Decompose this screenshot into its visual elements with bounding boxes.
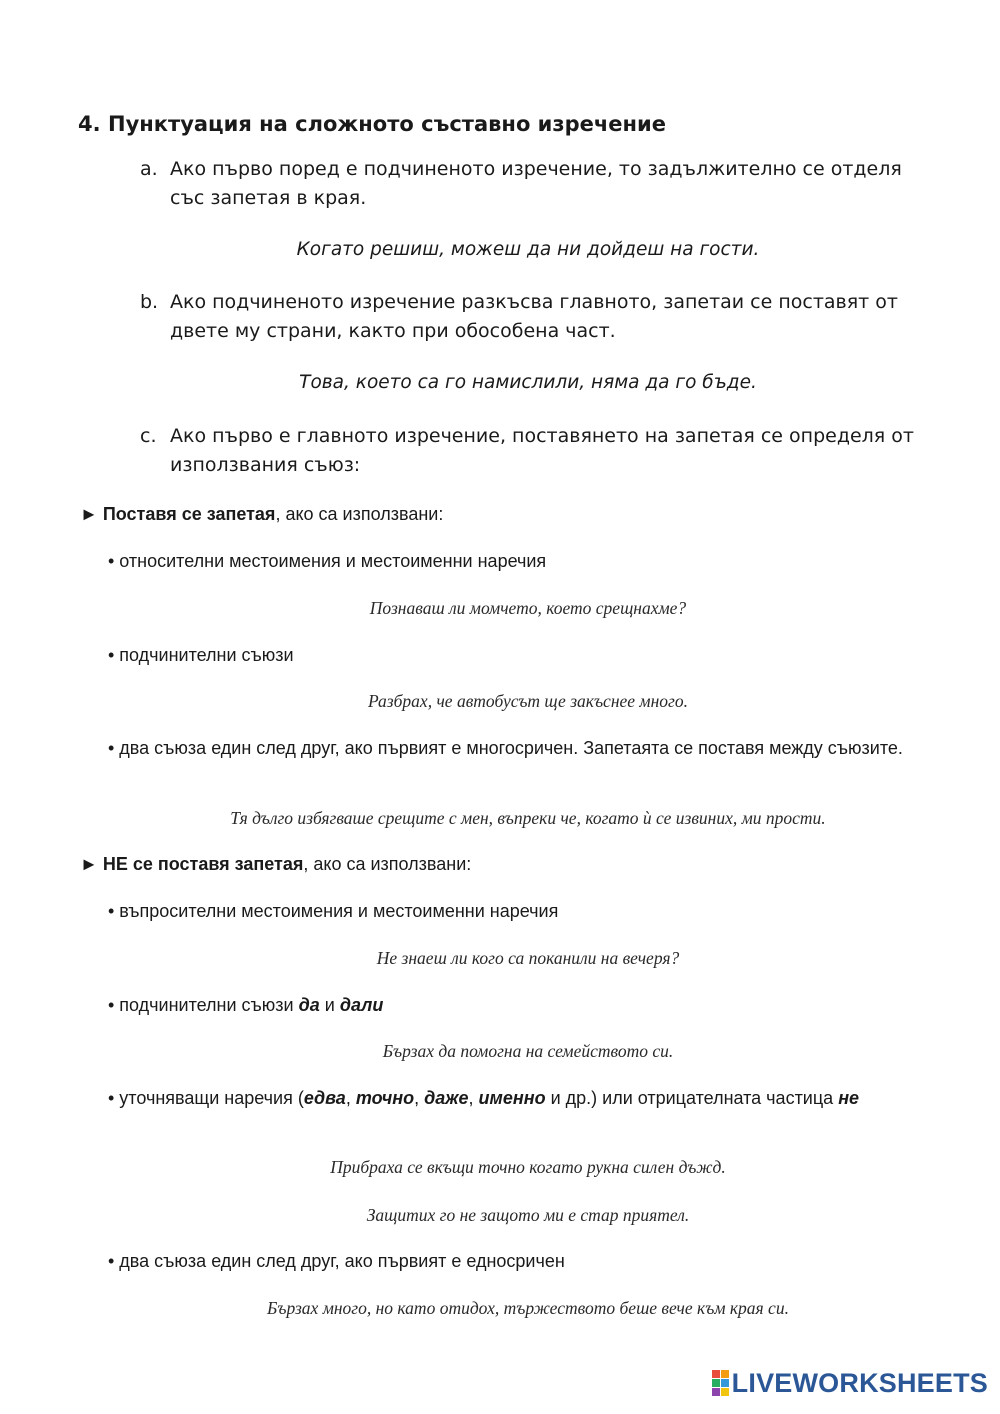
bullet-item: • подчинителни съюзи xyxy=(108,645,294,665)
section-number: 4. xyxy=(78,112,101,136)
bullet-example: Не знаеш ли кого са поканили на вечеря? xyxy=(376,948,680,968)
liveworksheets-logo xyxy=(712,1366,988,1400)
keyword: именно xyxy=(478,1088,546,1108)
nocomma-section-suffix: , ако са използвани: xyxy=(303,854,472,874)
logo-text: LIVEWORKSHEETS xyxy=(731,1367,988,1398)
rule-text: Ако първо е главното изречение, поставянето на запетая се определя от използвания съюз: xyxy=(170,425,914,476)
bullet-example: Познаваш ли момчето, което срещнахме? xyxy=(369,598,687,618)
bullet-example: Защитих го не защото ми е стар приятел. xyxy=(366,1205,690,1225)
bullet-item: • подчинителни съюзи да и дали xyxy=(108,995,384,1015)
keyword: едва xyxy=(303,1088,346,1108)
keyword: не xyxy=(838,1088,860,1108)
rule-text: Ако първо поред е подчиненото изречение, то задължително се отделя със запетая в края. xyxy=(170,158,902,209)
nocomma-section-title: НЕ се поставя запетая xyxy=(102,854,304,874)
keyword: дали xyxy=(339,995,384,1015)
bullet-example: Бързах много, но като отидох, тържеството беше вече към края си. xyxy=(267,1298,789,1318)
rule-marker: c. xyxy=(140,425,157,447)
arrow-icon: ► xyxy=(80,854,98,874)
rule-c xyxy=(140,422,940,480)
bullet-example: Бързах да помогна на семейството си. xyxy=(382,1041,674,1061)
bullet-item: • два съюза един след друг, ако първият е едносричен xyxy=(108,1251,565,1271)
rule-b xyxy=(140,288,950,346)
comma-section-title: Поставя се запетая xyxy=(102,504,276,524)
bullet-example: Прибраха се вкъщи точно когато рукна силен дъжд. xyxy=(330,1157,726,1177)
logo-tiles-icon xyxy=(712,1370,729,1396)
bullet-item: • относителни местоимения и местоименни наречия xyxy=(108,551,547,571)
arrow-icon: ► xyxy=(80,504,98,524)
rule-marker: b. xyxy=(140,291,159,313)
comma-section-suffix: , ако са използвани: xyxy=(275,504,444,524)
bullet-item: • два съюза един след друг, ако първият е многосричен. Запетаята се поставя между съюзите. xyxy=(108,738,903,758)
section-heading xyxy=(78,112,666,136)
keyword: да xyxy=(298,995,320,1015)
rule-marker: a. xyxy=(140,158,158,180)
comma-section-header xyxy=(80,504,443,525)
rule-b-example: Това, което са го намислили, няма да го бъде. xyxy=(299,372,757,393)
rule-text: Ако подчиненото изречение разкъсва главното, запетаи се поставят от двете му страни, както при обособена част. xyxy=(170,291,898,342)
section-title: Пунктуация на сложното съставно изречение xyxy=(108,112,666,136)
rule-a-example: Когато решиш, можеш да ни дойдеш на гости. xyxy=(296,239,760,260)
nocomma-section-header xyxy=(80,854,471,875)
bullet-example: Разбрах, че автобусът ще закъснее много. xyxy=(368,691,688,711)
bullet-example: Тя дълго избягваше срещите с мен, въпреки че, когато ѝ се извиних, ми прости. xyxy=(230,808,826,828)
bullet-item: • въпросителни местоимения и местоименни наречия xyxy=(108,901,559,921)
keyword: точно xyxy=(355,1088,415,1108)
bullet-item: • уточняващи наречия (едва, точно, даже, именно и др.) или отрицателната частица не xyxy=(108,1088,860,1108)
keyword: даже xyxy=(424,1088,469,1108)
rule-a xyxy=(140,155,940,213)
